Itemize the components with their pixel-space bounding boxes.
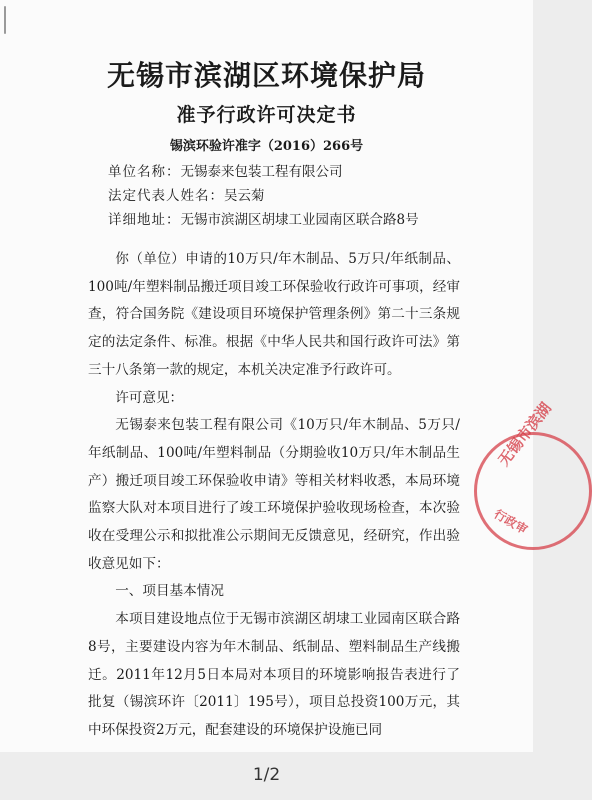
- field-label: 单位名称：: [108, 164, 181, 180]
- field-company-name: [108, 160, 343, 180]
- field-value: 吴云菊: [224, 188, 265, 204]
- document-body: [88, 246, 460, 745]
- field-label: 详细地址：: [108, 212, 181, 228]
- body-paragraph-decision: 你（单位）申请的10万只/年木制品、5万只/年纸制品、100吨/年塑料制品搬迁项目竣工环保验收行政许可事项，经审查，符合国务院《建设项目环境保护管理条例》第二十三条规定的法定条件、标准。根据《中华人民共和国行政许可法》第三十八条第一款的规定，本机关决定准予行政许可。: [88, 251, 460, 378]
- field-address: [108, 208, 419, 228]
- field-label: 法定代表人姓名：: [108, 188, 224, 204]
- stamp-text-top: 无锡市滨湖: [494, 399, 555, 470]
- stamp-text-bottom: 行政审: [491, 506, 530, 537]
- viewer-footer: [0, 752, 533, 800]
- issuing-organization: 无锡市滨湖区环境保护局: [106, 59, 426, 92]
- section-heading-basic-info: 一、项目基本情况: [115, 583, 224, 600]
- page-indicator: 1/2: [252, 765, 281, 785]
- document-number: 锡滨环验许准字（2016）266号: [169, 139, 364, 154]
- field-legal-representative: [108, 184, 265, 204]
- body-paragraph-basic-info: 本项目建设地点位于无锡市滨湖区胡埭工业园南区联合路8号，主要建设内容为年木制品、纸制品、塑料制品生产线搬迁。2011年12月5日本局对本项目的环境影响报告表进行了批复（锡滨环许〔2011〕195号），项目总投资100万元，其中环保投资2万元，配套建设的环境保护设施已同: [88, 611, 460, 738]
- body-paragraph-opinion-heading: 许可意见：: [115, 389, 184, 406]
- field-value: 无锡泰来包装工程有限公司: [180, 164, 343, 180]
- document-type-title: 准予行政许可决定书: [176, 104, 357, 126]
- scroll-indicator[interactable]: [4, 6, 6, 34]
- official-seal-stamp: [474, 399, 592, 550]
- field-value: 无锡市滨湖区胡埭工业园南区联合路8号: [180, 212, 419, 228]
- body-paragraph-opinion: 无锡泰来包装工程有限公司《10万只/年木制品、5万只/年纸制品、100吨/年塑料制品（分期验收10万只/年木制品生产）搬迁项目竣工环保验收申请》等相关材料收悉，本局环境监察大队对本项目进行了竣工环境保护验收现场检查，本次验收在受理公示和拟批准公示期间无反馈意见，经研究，作出验收意见如下：: [88, 417, 460, 572]
